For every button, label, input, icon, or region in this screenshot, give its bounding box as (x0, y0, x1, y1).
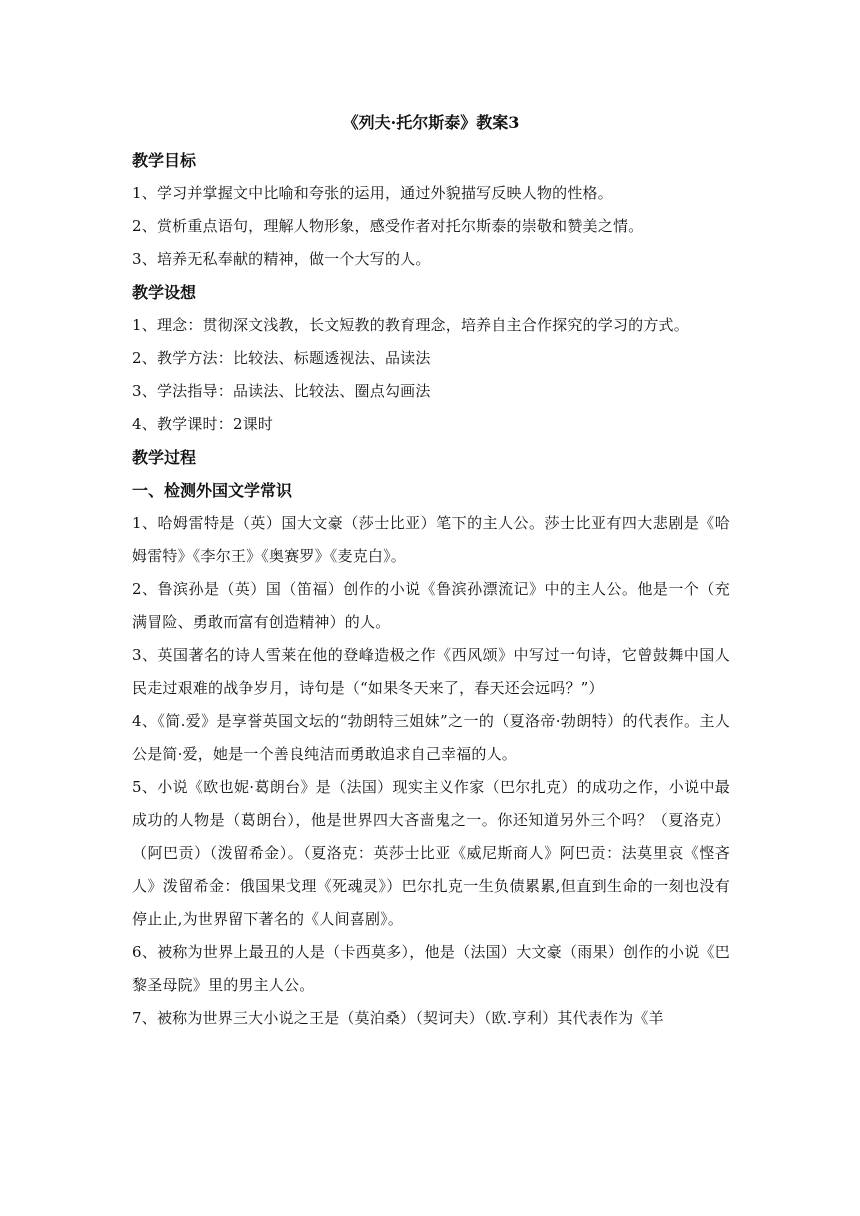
section-heading-teaching-goals: 教学目标 (132, 151, 197, 170)
design-item-4: 4、教学课时：2课时 (132, 415, 274, 433)
question-item-6: 6、被称为世界上最丑的人是（卡西莫多），他是（法国）大文豪（雨果）创作的小说《巴黎圣母院》里的男主人公。 (132, 943, 730, 994)
section-heading-teaching-process: 教学过程 (132, 448, 197, 467)
design-item-3: 3、学法指导：品读法、比较法、圈点勾画法 (132, 382, 431, 400)
question-item-1: 1、哈姆雷特是（英）国大文豪（莎士比亚）笔下的主人公。莎士比亚有四大悲剧是《哈姆雷特》《李尔王》《奥赛罗》《麦克白》。 (132, 514, 730, 565)
design-item-2: 2、教学方法：比较法、标题透视法、品读法 (132, 349, 431, 367)
subsection-heading-literature-check: 一、检测外国文学常识 (132, 481, 293, 500)
question-item-5: 5、小说《欧也妮·葛朗台》是（法国）现实主义作家（巴尔扎克）的成功之作，小说中最成功的人物是（葛朗台），他是世界四大吝啬鬼之一。你还知道另外三个吗？（夏洛克）（阿巴贡）（泼留希金）。（夏洛克：英莎士比亚《威尼斯商人》阿巴贡：法莫里哀《悭吝人》泼留希金：俄国果戈理《死魂灵》）巴尔扎克一生负债累累,但直到生命的一刻也没有停止止,为世界留下著名的《人间喜剧》。 (132, 778, 730, 928)
document-body (132, 108, 730, 1035)
question-item-4: 4、《简.爱》是享誉英国文坛的“勃朗特三姐妹”之一的（夏洛帝·勃朗特）的代表作。主人公是简·爱，她是一个善良纯洁而勇敢追求自己幸福的人。 (132, 712, 730, 763)
question-item-7: 7、被称为世界三大小说之王是（莫泊桑）（契诃夫）（欧.亨利）其代表作为《羊 (132, 1009, 664, 1027)
goal-item-2: 2、赏析重点语句，理解人物形象，感受作者对托尔斯泰的崇敬和赞美之情。 (132, 217, 644, 235)
question-item-3: 3、英国著名的诗人雪莱在他的登峰造极之作《西风颂》中写过一句诗，它曾鼓舞中国人民走过艰难的战争岁月，诗句是（“如果冬天来了，春天还会远吗？”） (132, 646, 730, 697)
design-item-1: 1、理念：贯彻深文浅教，长文短教的教育理念，培养自主合作探究的学习的方式。 (132, 316, 689, 334)
goal-item-3: 3、培养无私奉献的精神，做一个大写的人。 (132, 250, 431, 268)
question-item-2: 2、鲁滨孙是（英）国（笛福）创作的小说《鲁滨孙漂流记》中的主人公。他是一个（充满冒险、勇敢而富有创造精神）的人。 (132, 580, 730, 631)
section-heading-teaching-design: 教学设想 (132, 283, 197, 302)
document-title: 《列夫·托尔斯泰》教案3 (342, 113, 520, 132)
goal-item-1: 1、学习并掌握文中比喻和夸张的运用，通过外貌描写反映人物的性格。 (132, 184, 613, 202)
